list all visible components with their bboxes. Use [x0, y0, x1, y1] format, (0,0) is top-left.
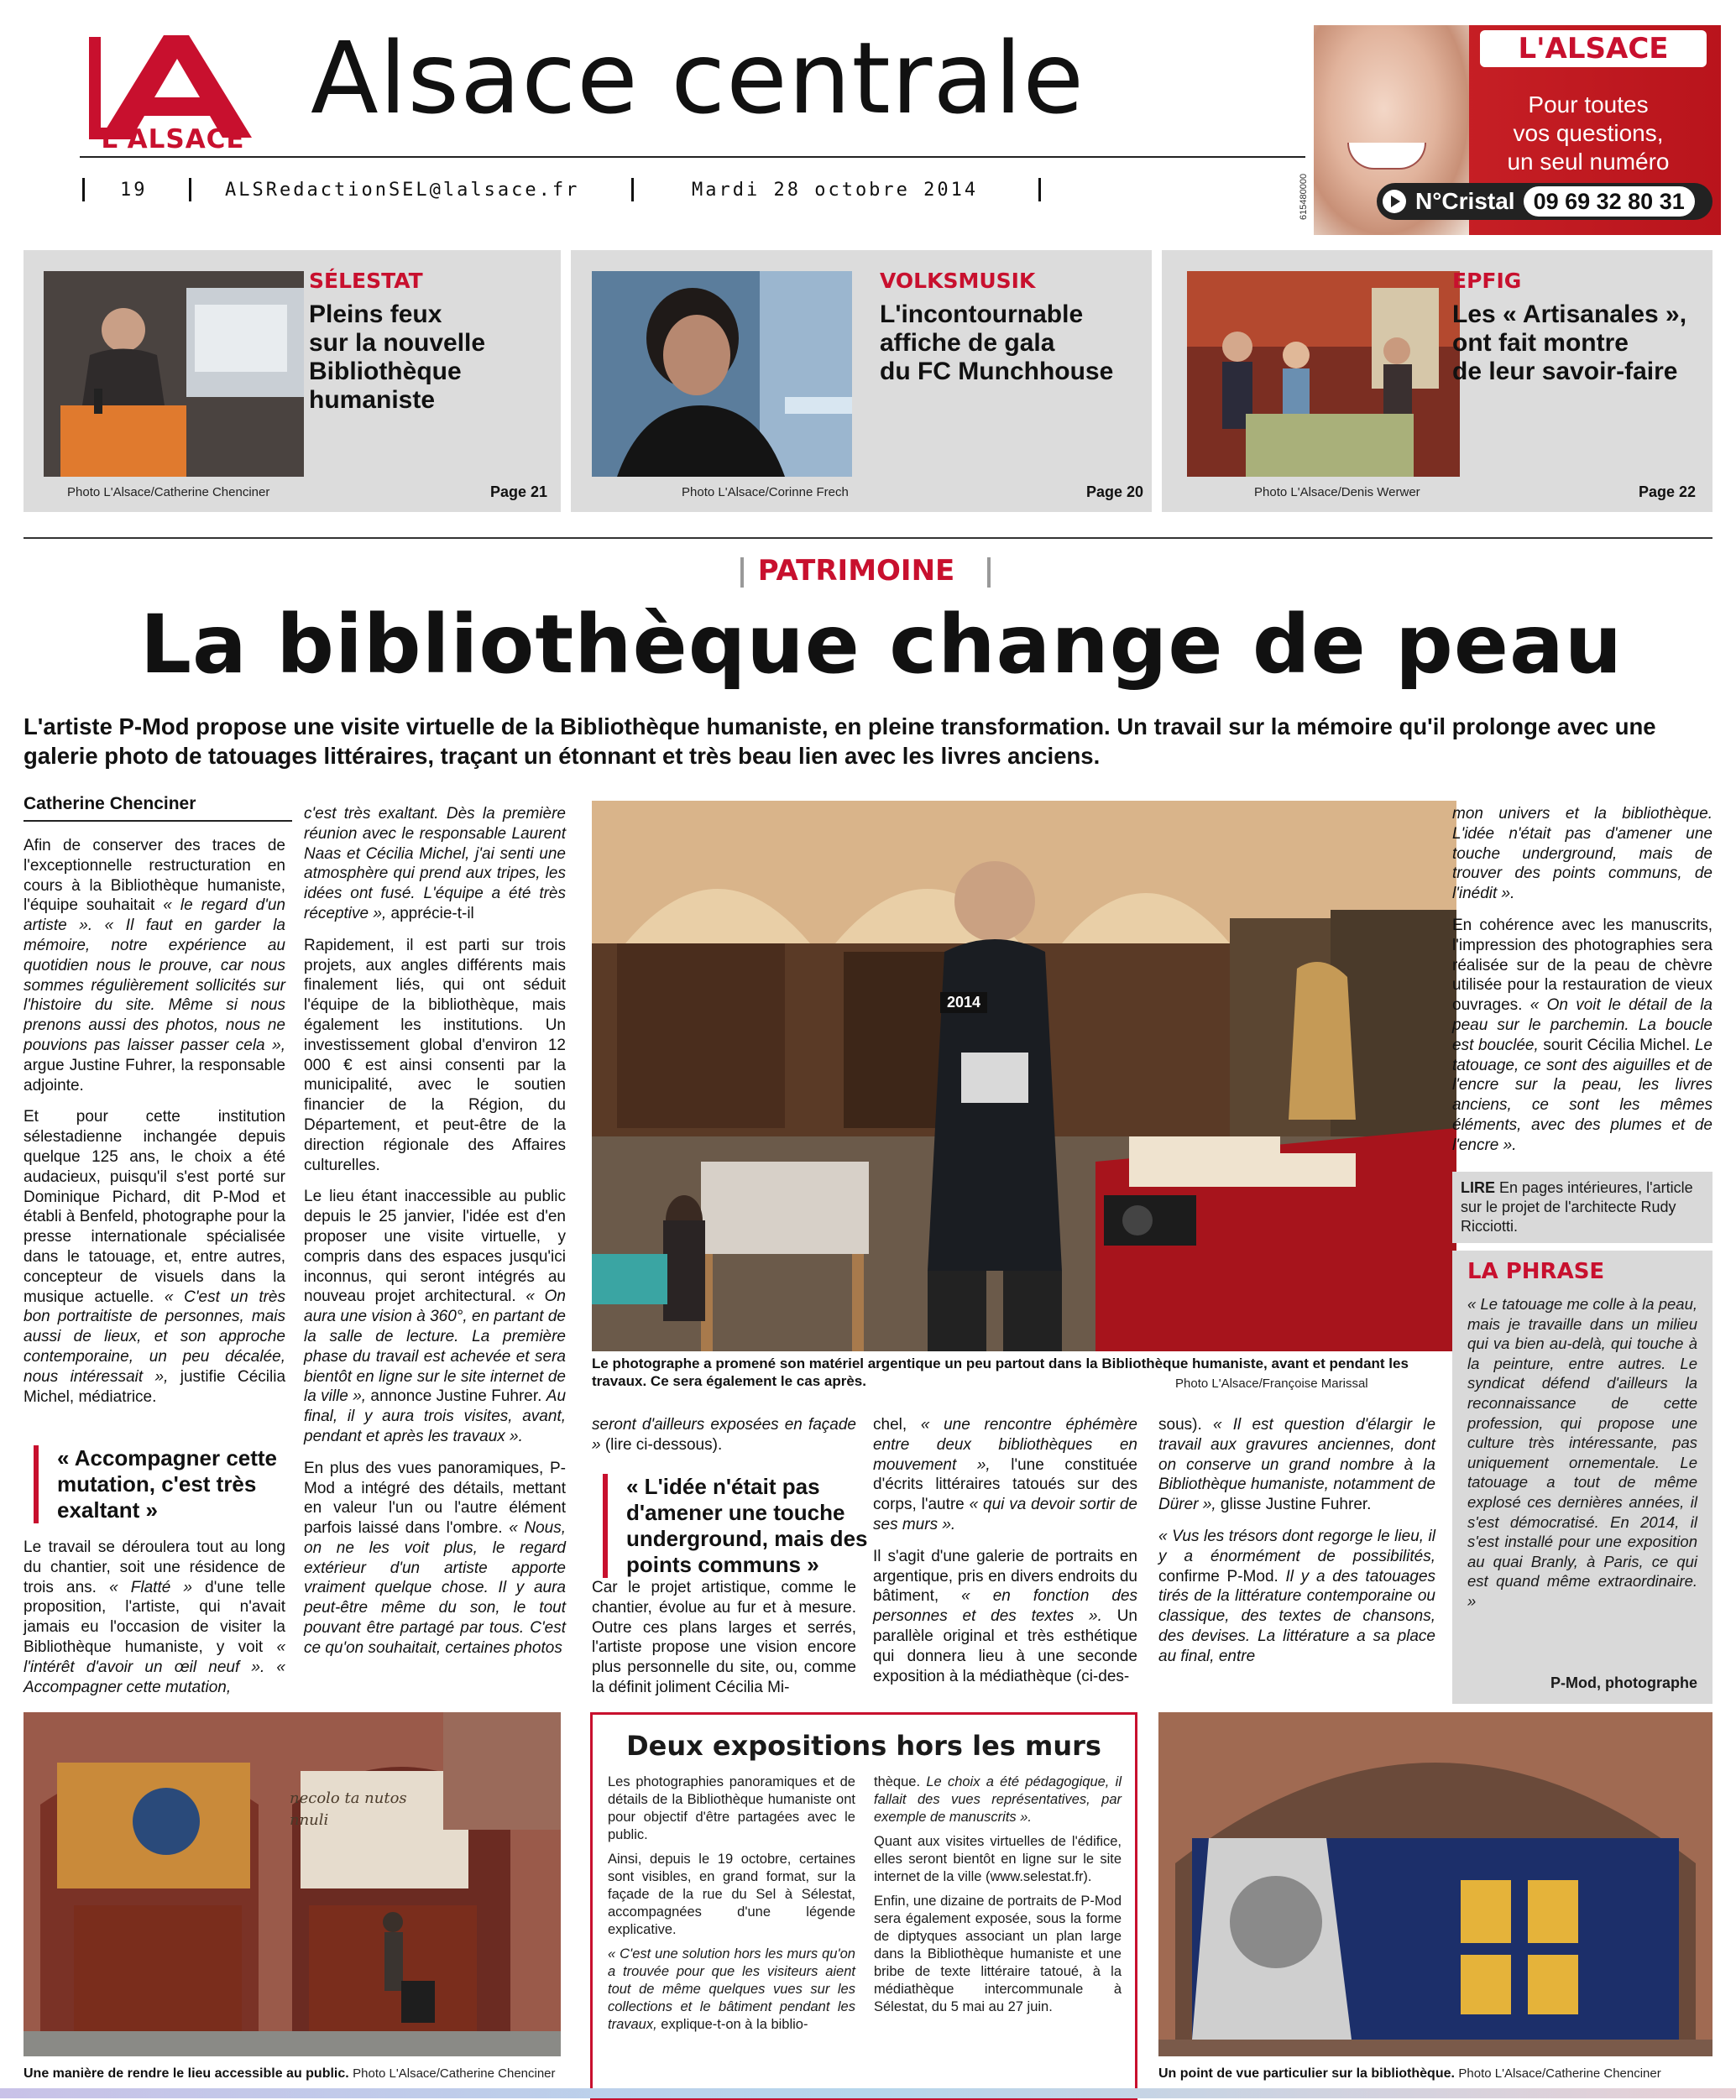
kicker-bar: [987, 557, 991, 588]
article-column-1-cont: [24, 1538, 285, 1709]
manuscript-text: necolo ta nutos nnuli: [290, 1789, 407, 1829]
caption-text: Une manière de rendre le lieu accessible au public.: [24, 2066, 349, 2081]
paragraph: Quant aux visites virtuelles de l'édifice, elles seront bientôt en ligne sur le site internet de la ville (www.selestat.fr).: [874, 1834, 1122, 1884]
paragraph: mon univers et la bibliothèque. L'idée n'était pas d'amener une touche underground, mais de trouver des points communs, de l'inédit ».: [1452, 805, 1712, 903]
bottom-left-caption: [24, 2066, 569, 2082]
teaser-headline: [309, 300, 485, 415]
photo-credit: Photo L'Alsace/Catherine Chenciner: [67, 485, 270, 499]
teaser-headline: [1452, 300, 1686, 386]
paragraph: Ainsi, depuis le 19 octobre, certaines sont visibles, en grand format, sur la façade de la rue du Sel à Sélestat, accompagnées d'une légende explicative.: [608, 1852, 855, 1937]
teaser-category: SÉLESTAT: [309, 269, 423, 293]
play-icon: [1383, 190, 1406, 213]
paragraph: Les photographies panoramiques et de détails de la Bibliothèque humaniste ont pour objectif d'être partagées avec le public.: [608, 1774, 855, 1842]
ad-code: 615480000: [1299, 173, 1309, 220]
logo-text: L'ALSACE: [101, 124, 245, 154]
teaser-photo: [1187, 271, 1460, 477]
photo-badge: 2014: [940, 992, 987, 1013]
main-photo: [592, 801, 1456, 1351]
quote-box-text: « Le tatouage me colle à la peau, mais je travaille dans un milieu qui va bien au-delà, qui touche à la peinture, entre autres. Le syndicat défend d'ailleurs la reconnaissance de cette profession, qui propose une culture très intéressante, pas uniquement ornementale. Le tatouage a tout de même explosé ces dernières années, il s'est démocratisé. En 2014, il s'est installé pour une exposition au quai Branly, à Paris, ce qui est quand même extraordinaire. »: [1467, 1295, 1697, 1610]
header-rule: [80, 156, 1305, 158]
box-title: Deux expositions hors les murs: [626, 1730, 1101, 1762]
separator: [82, 178, 85, 201]
teaser-photo: [44, 271, 304, 477]
article-headline: La bibliothèque change de peau: [139, 598, 1624, 692]
headline-line: sur la nouvelle: [309, 329, 486, 357]
section-rule: [24, 537, 1712, 539]
headline-line: Pleins feux: [309, 300, 442, 328]
quote-box: [1452, 1251, 1712, 1704]
byline-rule: [24, 820, 292, 822]
paragraph: thèque. Le choix a été pédagogique, il fallait des vues représentatives, par exemple de manuscrits ».: [874, 1774, 1122, 1825]
caption-credit: Photo L'Alsace/Catherine Chenciner: [353, 2066, 556, 2081]
ad-phone-label: N°Cristal: [1415, 188, 1515, 214]
paragraph: En cohérence avec les manuscrits, l'impression des photographies sera réalisée sur de la peau de chèvre utilisée pour la restauration de vieux ouvrages. « On voit le détail de la peau sur le parchemin. La boucle est bouclée, sourit Cécilia Michel. Le tatouage, ce sont des aiguilles et de l'encre sur la peau, les livres anciens, ce sont les mêmes éléments, avec des plumes et de l'encre ».: [1452, 916, 1712, 1154]
pull-quote: « Accompagner cette mutation, c'est très exaltant »: [34, 1445, 292, 1523]
paragraph: Car le projet artistique, comme le chantier, évolue au fur et à mesure. Outre ces plans larges et serrés, l'artiste propose une vision encore plus personnelle du site, ou, comme la définit joliment Cécilia Mi-: [592, 1579, 856, 1696]
page-ref[interactable]: Page 20: [1086, 483, 1144, 500]
teaser-category: EPFIG: [1452, 269, 1522, 293]
paragraph: Le lieu étant inaccessible au public depuis le 25 janvier, l'idée est d'en proposer une visite virtuelle, y compris dans des espaces jusqu'ici inconnus, qui seront intégrés au nouveau projet architectural. « On aura une vision à 360°, en partant de la salle de lecture. La première phase du travail est achevée et sera bientôt en ligne sur le site internet de la ville », annonce Justine Fuhrer. Au final, il y aura trois visites, avant, pendant et après les travaux ».: [304, 1188, 567, 1445]
page-ref[interactable]: Page 22: [1639, 483, 1697, 500]
page-edge-strip: [0, 2088, 1736, 2098]
headline-line: ont fait montre: [1452, 329, 1629, 357]
headline-line: de leur savoir-faire: [1452, 358, 1678, 385]
read-more-text: En pages intérieures, l'article sur le projet de l'architecte Rudy Ricciotti.: [1461, 1179, 1693, 1235]
section-title: Alsace centrale: [311, 20, 1085, 136]
paragraph: Et pour cette institution sélestadienne inchangée depuis quelque 125 ans, le choix a été audacieux, puisqu'il s'est porté sur Dominique Pichard, dit P-Mod et établi à Benfeld, photographe pour la presse internationale spécialisée dans le tatouage, et, entre autres, concepteur de visuels dans la musique actuelle. « C'est un très bon portraitiste de personnes, mais aussi de lieux, et son approche contemporaine, un peu décalée, nous intéressait », justifie Cécilia Michel, médiatrice.: [24, 1108, 286, 1406]
ad-text-line: un seul numéro: [1507, 149, 1670, 175]
ad-text: [1475, 91, 1702, 176]
article-column-1: [24, 836, 285, 1418]
teaser-headline: [880, 300, 1113, 386]
article-column-4: [873, 1415, 1137, 1698]
separator: [189, 178, 191, 201]
article-column-6: [1452, 804, 1712, 1168]
paragraph: Afin de conserver des traces de l'exceptionnelle restructuration en cours à la Bibliothèque humaniste, l'équipe souhaitait « le regard d'un artiste ». « Il faut en garder la mémoire, notre expérience au quotidien nous le prouve, car nous sommes régulièrement sollicités sur l'histoire du site. Même si nous prenons aussi des photos, nous ne pouvions pas laisser passer cela », argue Justine Fuhrer, la responsable adjointe.: [24, 837, 285, 1094]
quote-box-title: LA PHRASE: [1467, 1259, 1605, 1284]
teaser-category: VOLKSMUSIK: [880, 269, 1036, 293]
separator: [1038, 178, 1041, 201]
caption-text: Un point de vue particulier sur la bibliothèque.: [1158, 2066, 1455, 2081]
headline-line: humaniste: [309, 386, 436, 414]
headline-line: L'incontournable: [880, 300, 1084, 328]
teaser-photo: [592, 271, 852, 477]
paragraph: Le travail se déroulera tout au long du chantier, soit une résidence de trois ans. « Flatté » d'une telle proposition, l'artiste, qui n'avait jamais eu l'occasion de visiter la Bibliothèque humaniste, y voit « l'intérêt d'avoir un œil neuf ». « Accompagner cette mutation,: [24, 1538, 286, 1696]
byline: Catherine Chenciner: [24, 794, 196, 813]
ad-phone-number: 09 69 32 80 31: [1524, 186, 1695, 217]
article-column-5: [1158, 1415, 1435, 1679]
bottom-right-photo: [1158, 1712, 1712, 2056]
article-kicker: PATRIMOINE: [757, 554, 955, 588]
bottom-right-caption: [1158, 2066, 1712, 2082]
photo-credit: Photo L'Alsace/Corinne Frech: [682, 485, 849, 499]
page-ref[interactable]: Page 21: [490, 483, 548, 500]
sidebar-box-exhibitions: [590, 1712, 1137, 2100]
paragraph: Enfin, une dizaine de portraits de P-Mod sera également exposée, sous la forme de diptyques associant un plan large dans la Bibliothèque humaniste et une bribe de texte littéraire tatoué, à la médiathèque intercommunale à Sélestat, du 5 mai au 27 juin.: [874, 1894, 1122, 2014]
bottom-left-photo: [24, 1712, 561, 2056]
pull-quote: « L'idée n'était pas d'amener une touche underground, mais des points communs »: [603, 1474, 871, 1578]
paragraph: Il s'agit d'une galerie de portraits en argentique, pris en divers endroits du bâtiment, « en fonction des personnes et des textes ». Un parallèle original et très esthétique qui donnera lieu à une seconde exposition à la médiathèque (ci-des-: [873, 1547, 1138, 1685]
separator: [631, 178, 634, 201]
article-standfirst: L'artiste P-Mod propose une visite virtuelle de la Bibliothèque humaniste, en pleine transformation. Un travail sur la mémoire qu'il prolonge avec une galerie photo de tatouages littéraires, traçant un étonnant et très beau lien avec les livres anciens.: [24, 713, 1656, 769]
ad-text-line: Pour toutes: [1528, 91, 1649, 118]
box-column-1: [608, 1774, 855, 2040]
paragraph: « C'est une solution hors les murs qu'on a trouvée pour que les visiteurs aient tout de même quelques vues sur les collections et le bâtiment pendant les travaux, explique-t-on à la biblio-: [608, 1946, 855, 2032]
teaser-selestat[interactable]: [24, 250, 561, 512]
email-link[interactable]: ALSRedactionSEL@lalsace.fr: [225, 180, 580, 201]
caption-credit: Photo L'Alsace/Catherine Chenciner: [1458, 2066, 1661, 2081]
headline-line: Bibliothèque: [309, 358, 462, 385]
ad-brand: L'ALSACE: [1480, 30, 1707, 67]
read-more-box[interactable]: [1452, 1172, 1712, 1243]
teaser-epfig[interactable]: [1162, 250, 1712, 512]
paragraph: En plus des vues panoramiques, P-Mod a intégré des détails, mettant en valeur l'un ou l'autre élément parfois laissé dans l'ombre. « Nous, on ne les voit plus, le regard extérieur d'un artiste apporte vraiment quelque chose. Il y aura peut-être même du son, le tout pouvant être partagé par tous. C'est ce qu'on souhaitait, certaines photos: [304, 1459, 567, 1657]
article-column-3: [592, 1415, 856, 1467]
article-column-3-cont: [592, 1578, 856, 1710]
headline-line: affiche de gala: [880, 329, 1055, 357]
advertisement[interactable]: [1314, 25, 1721, 235]
paragraph: chel, « une rencontre éphémère entre deux bibliothèques en mouvement », l'une constituée d'écrits littéraires tatoués sur des corps, l'autre « qui va devoir sortir de ses murs ».: [873, 1416, 1138, 1533]
paragraph: « Vus les trésors dont regorge le lieu, il y a énormément de possibilités, confirme P-Mod. Il y a des tatouages tirés de la littérature contemporaine ou classique, des textes de chansons, des devises. La littérature a sa place au final, entre: [1158, 1527, 1436, 1665]
photo-credit: Photo L'Alsace/Françoise Marissal: [1175, 1376, 1368, 1391]
article-column-2: [304, 804, 566, 1670]
paragraph: sous). « Il est question d'élargir le travail aux gravures anciennes, dont on conserve un grand nombre à la Bibliothèque humaniste, notamment de Dürer », glisse Justine Fuhrer.: [1158, 1416, 1436, 1514]
page-number: 19: [120, 180, 148, 201]
ad-text-line: vos questions,: [1513, 120, 1664, 146]
photo-caption: Le photographe a promené son matériel argentique un peu partout dans la Bibliothèque humaniste, avant et pendant les travaux. Ce sera également le cas après.: [592, 1356, 1409, 1389]
quote-box-author: P-Mod, photographe: [1550, 1674, 1697, 1691]
headline-line: du FC Munchhouse: [880, 358, 1114, 385]
headline-line: Les « Artisanales »,: [1452, 300, 1687, 328]
photo-credit: Photo L'Alsace/Denis Werwer: [1254, 485, 1420, 499]
paragraph: Rapidement, il est parti sur trois projets, aux angles différents mais finalement liés, qui ont séduit l'équipe de la bibliothèque, mais également les institutions. Un investissement global d'environ 12 000 € est ainsi consenti par la municipalité, avec le soutien financier de la Région, du Département, et peut-être de la direction régionale des Affaires culturelles.: [304, 936, 566, 1174]
read-more-label: LIRE: [1461, 1179, 1496, 1196]
paragraph: seront d'ailleurs exposées en façade » (lire ci-dessous).: [592, 1416, 856, 1454]
teaser-volksmusik[interactable]: [571, 250, 1152, 512]
paragraph: c'est très exaltant. Dès la première réunion avec le responsable Laurent Naas et Cécilia Michel, j'ai senti une atmosphère qui prend aux tripes, les idées ont fusé. L'équipe a été très réceptive », apprécie-t-il: [304, 805, 566, 922]
ad-phone-pill[interactable]: [1377, 183, 1712, 220]
issue-date: Mardi 28 octobre 2014: [692, 180, 979, 201]
box-column-2: [874, 1774, 1122, 2023]
